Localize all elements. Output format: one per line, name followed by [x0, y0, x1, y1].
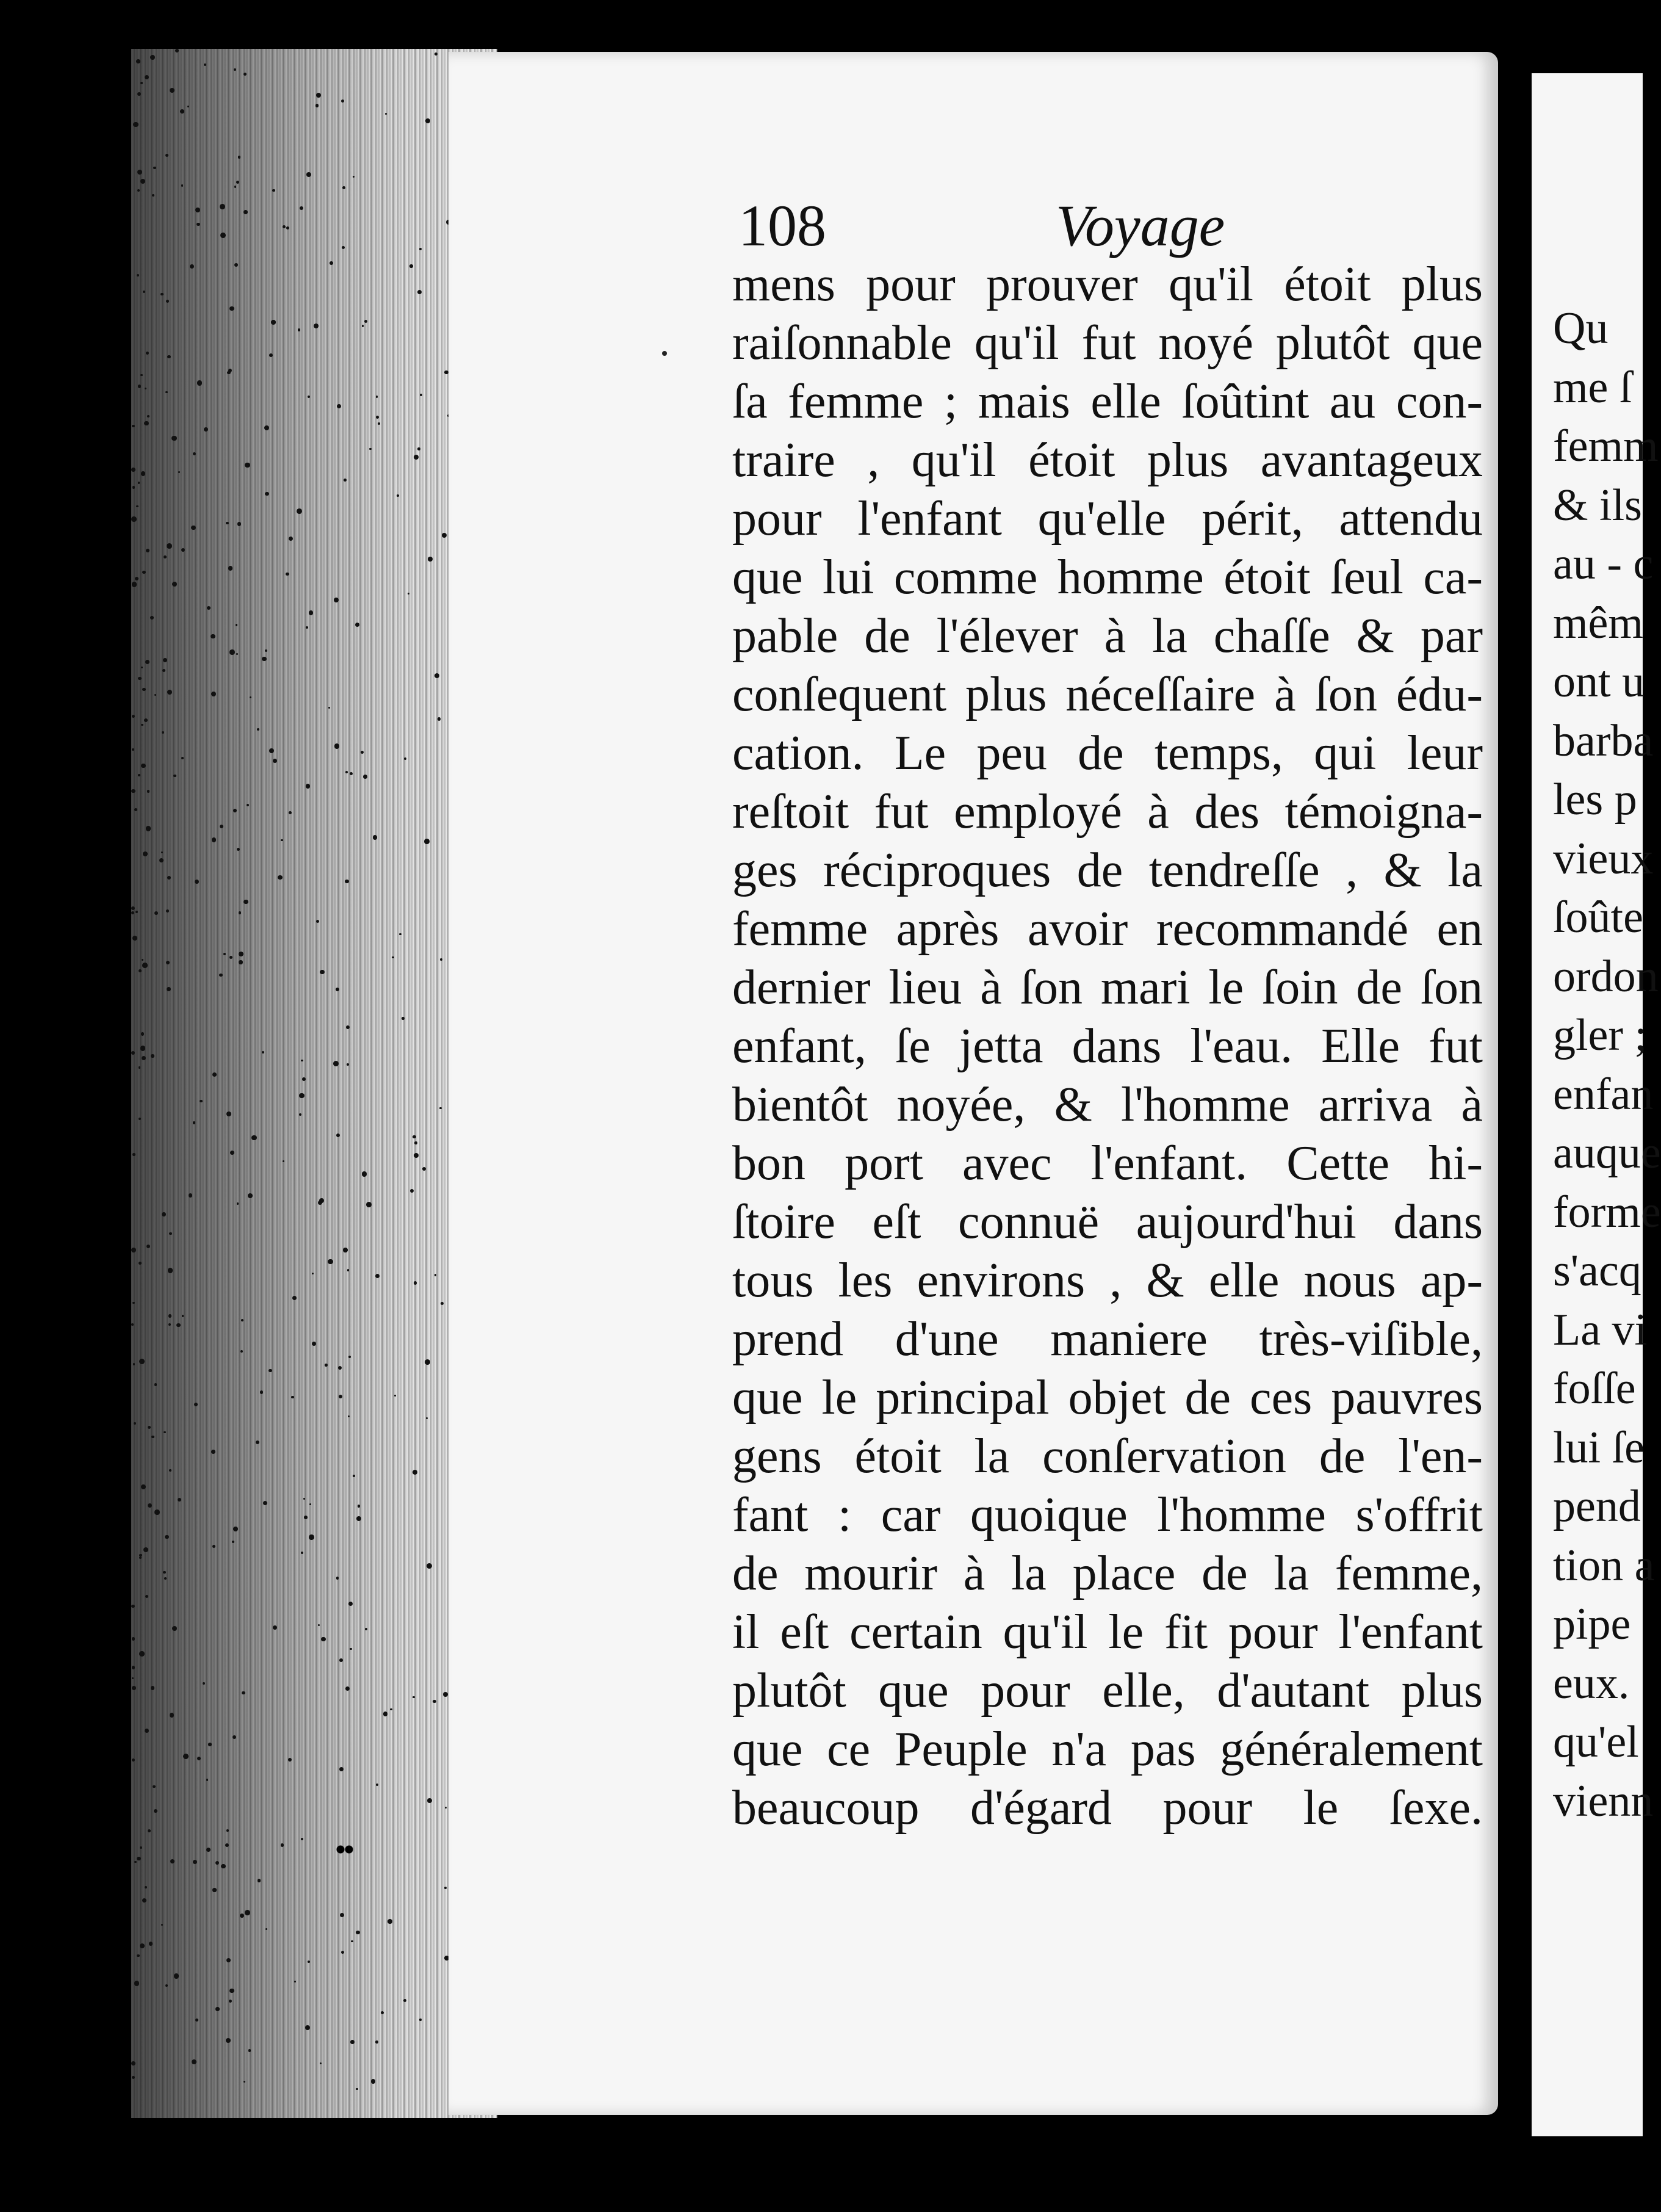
- neighbor-text-line: eux.: [1553, 1658, 1630, 1708]
- neighbor-text-line: ſoûte: [1553, 892, 1643, 942]
- neighbor-text-line: foſſe: [1553, 1364, 1636, 1414]
- neighbor-text-line: ont u: [1553, 657, 1645, 707]
- text-line: fant : car quoique l'homme s'offrit: [732, 1488, 1483, 1542]
- neighbor-text-line: me ſ: [1553, 362, 1632, 413]
- text-line: ges réciproques de tendreſſe , & la: [732, 844, 1483, 897]
- neighbor-text-line: qu'el: [1553, 1717, 1639, 1767]
- text-line: mens pour prouver qu'il étoit plus: [732, 258, 1483, 311]
- text-line: pable de l'élever à la chaſſe & par: [732, 609, 1483, 663]
- page-number: 108: [738, 193, 826, 258]
- ink-mark: [662, 351, 667, 356]
- text-line: gens étoit la conſervation de l'en-: [732, 1429, 1483, 1483]
- neighbor-text-line: tion a: [1553, 1540, 1655, 1591]
- neighbor-text-line: gler ;: [1553, 1010, 1648, 1060]
- neighbor-text-line: barba: [1553, 715, 1654, 766]
- text-line: que le principal objet de ces pauvres: [732, 1371, 1483, 1425]
- text-line: ſa femme ; mais elle ſoûtint au con-: [732, 375, 1483, 428]
- text-line: beaucoup d'égard pour le ſexe.: [732, 1781, 1483, 1835]
- neighbor-text-line: enfan: [1553, 1069, 1654, 1119]
- neighbor-text-line: pend: [1553, 1481, 1641, 1531]
- text-line: tous les environs , & elle nous ap-: [732, 1254, 1483, 1307]
- binding-marks: [336, 1837, 354, 1862]
- neighbor-text-line: pipe: [1553, 1599, 1631, 1649]
- text-line: femme après avoir recommandé en: [732, 902, 1483, 956]
- neighbor-text-line: Qu: [1553, 303, 1609, 353]
- neighbor-text-line: lui ſe: [1553, 1422, 1645, 1473]
- text-line: ſtoire eſt connuë aujourd'hui dans: [732, 1195, 1483, 1249]
- neighbor-text-line: auque: [1553, 1128, 1661, 1178]
- running-head: Voyage: [1056, 193, 1225, 258]
- right-page-text: [1553, 299, 1661, 1831]
- neighbor-text-line: vieux: [1553, 833, 1654, 884]
- body-text: [732, 255, 1483, 1837]
- text-line: plutôt que pour elle, d'autant plus: [732, 1664, 1483, 1718]
- text-line: bon port avec l'enfant. Cette hi-: [732, 1137, 1483, 1190]
- text-line: il eſt certain qu'il le fit pour l'enfant: [732, 1605, 1483, 1659]
- neighbor-text-line: les p: [1553, 775, 1637, 825]
- text-line: enfant, ſe jetta dans l'eau. Elle fut: [732, 1019, 1483, 1073]
- neighbor-text-line: vienn: [1553, 1776, 1654, 1826]
- page-header: [738, 189, 1225, 262]
- neighbor-text-line: forme: [1553, 1187, 1661, 1237]
- text-line: cation. Le peu de temps, qui leur: [732, 726, 1483, 780]
- neighbor-text-line: ordon: [1553, 951, 1659, 1002]
- text-line: prend d'une maniere très-viſible,: [732, 1312, 1483, 1366]
- text-line: reſtoit fut employé à des témoigna-: [732, 785, 1483, 839]
- neighbor-text-line: au - c: [1553, 539, 1654, 589]
- text-line: pour l'enfant qu'elle périt, attendu: [732, 492, 1483, 546]
- text-line: bientôt noyée, & l'homme arriva à: [732, 1078, 1483, 1132]
- neighbor-text-line: femm: [1553, 421, 1659, 471]
- right-page-fragment: [1532, 73, 1661, 2136]
- neighbor-text-line: s'acq: [1553, 1246, 1641, 1296]
- text-line: que ce Peuple n'a pas généralement: [732, 1722, 1483, 1776]
- neighbor-text-line: La vi: [1553, 1304, 1648, 1355]
- text-line: raiſonnable qu'il fut noyé plutôt que: [732, 316, 1483, 370]
- text-line: traire , qu'il étoit plus avantageux: [732, 433, 1483, 487]
- neighbor-text-line: & ils: [1553, 480, 1642, 530]
- text-line: de mourir à la place de la femme,: [732, 1547, 1483, 1600]
- text-line: que lui comme homme étoit ſeul ca-: [732, 551, 1483, 604]
- neighbor-text-line: mêm: [1553, 598, 1643, 648]
- page-stack-speckles: [131, 49, 497, 2118]
- text-line: dernier lieu à ſon mari le ſoin de ſon: [732, 961, 1483, 1014]
- text-line: conſequent plus néceſſaire à ſon édu-: [732, 668, 1483, 721]
